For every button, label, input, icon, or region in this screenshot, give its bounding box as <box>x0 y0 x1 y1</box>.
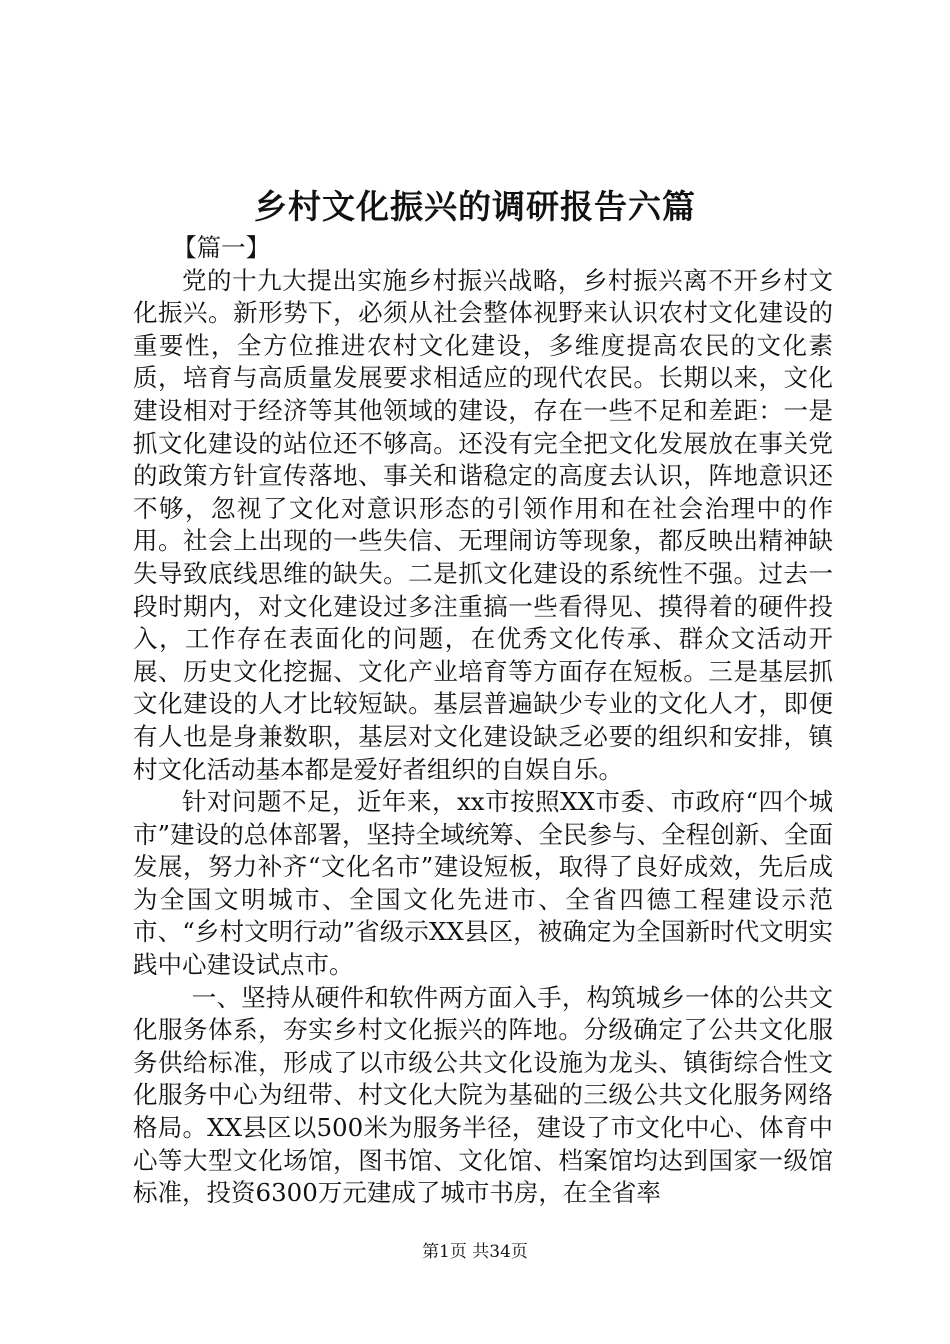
paragraph: 针对问题不足，近年来，xx市按照XX市委、市政府“四个城市”建设的总体部署，坚持全域统筹、全民参与、全程创新、全面发展，努力补齐“文化名市”建设短板，取得了良好成效，先后成为全国文明城市、全国文化先进市、全省四德工程建设示范市、“乡村文明行动”省级示XX县区，被确定为全国新时代文明实践中心建设试点市。 <box>133 787 833 980</box>
paragraph: 党的十九大提出实施乡村振兴战略，乡村振兴离不开乡村文化振兴。新形势下，必须从社会整体视野来认识农村文化建设的重要性，全方位推进农村文化建设，多维度提高农民的文化素质，培育与高质量发展要求相适应的现代农民。长期以来，文化建设相对于经济等其他领域的建设，存在一些不足和差距：一是抓文化建设的站位还不够高。还没有完全把文化发展放在事关党的政策方针宣传落地、事关和谐稳定的高度去认识，阵地意识还不够，忽视了文化对意识形态的引领作用和在社会治理中的作用。社会上出现的一些失信、无理闹访等现象，都反映出精神缺失导致底线思维的缺失。二是抓文化建设的系统性不强。过去一段时期内，对文化建设过多注重搞一些看得见、摸得着的硬件投入，工作存在表面化的问题，在优秀文化传承、群众文活动开展、历史文化挖掘、文化产业培育等方面存在短板。三是基层抓文化建设的人才比较短缺。基层普遍缺少专业的文化人才，即便有人也是身兼数职，基层对文化建设缺乏必要的组织和安排，镇村文化活动基本都是爱好者组织的自娱自乐。 <box>133 265 833 784</box>
document-body <box>133 232 833 1210</box>
paragraph: 一、坚持从硬件和软件两方面入手，构筑城乡一体的公共文化服务体系，夯实乡村文化振兴的阵地。分级确定了公共文化服务供给标准，形成了以市级公共文化设施为龙头、镇街综合性文化服务中心为纽带、村文化大院为基础的三级公共文化服务网络格局。XX县区以500米为服务半径，建设了市文化中心、体育中心等大型文化场馆，图书馆、文化馆、档案馆均达到国家一级馆标准，投资6300万元建成了城市书房，在全省率 <box>133 982 833 1208</box>
page-footer: 第1页 共34页 <box>422 1242 528 1262</box>
document-title: 乡村文化振兴的调研报告六篇 <box>254 187 696 226</box>
section-label: 【篇一】 <box>172 233 271 262</box>
